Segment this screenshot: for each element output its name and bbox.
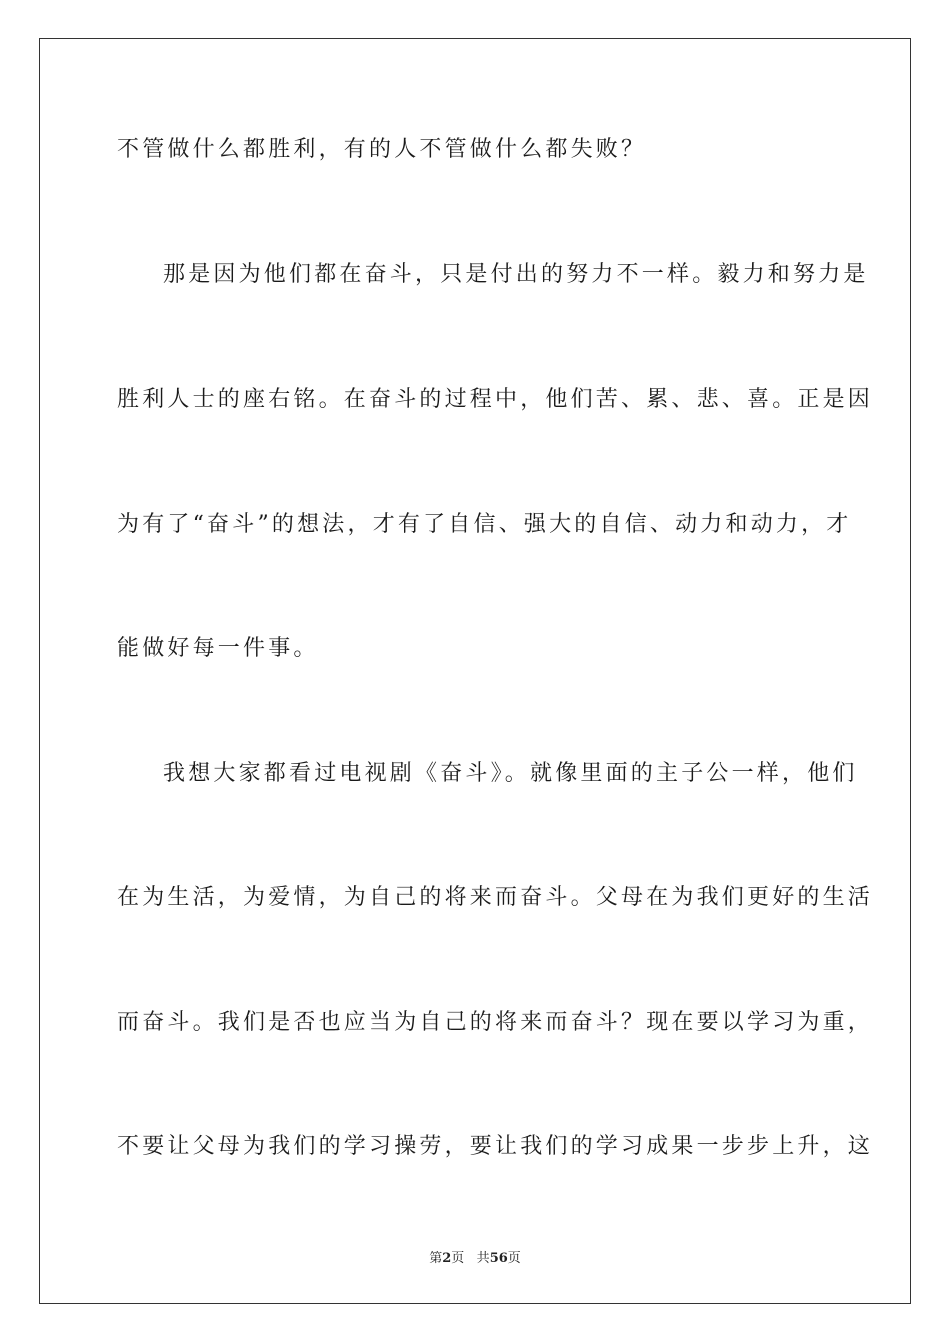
- footer-page-prefix: 第: [429, 1251, 443, 1266]
- text-line-6: 我想大家都看过电视剧《奋斗》。就像里面的主子公一样，他们: [163, 761, 858, 786]
- text-line-5: 能做好每一件事。: [117, 636, 319, 661]
- page-border: [39, 38, 911, 1304]
- text-line-8: 而奋斗。我们是否也应当为自己的将来而奋斗？现在要以学习为重，: [117, 1010, 874, 1035]
- page-footer: [0, 1247, 950, 1266]
- text-line-3: 胜利人士的座右铭。在奋斗的过程中，他们苦、累、悲、喜。正是因: [117, 387, 874, 412]
- footer-page-suffix: 页: [451, 1251, 465, 1266]
- text-line-2: 那是因为他们都在奋斗，只是付出的努力不一样。毅力和努力是: [163, 262, 869, 287]
- text-line-4: 为有了“奋斗”的想法，才有了自信、强大的自信、动力和动力，才: [117, 512, 852, 537]
- text-line-9: 不要让父母为我们的学习操劳，要让我们的学习成果一步步上升，这: [117, 1134, 874, 1159]
- text-line-7: 在为生活，为爱情，为自己的将来而奋斗。父母在为我们更好的生活: [117, 885, 874, 910]
- footer-page-number: 2: [442, 1251, 452, 1266]
- text-line-1: 不管做什么都胜利，有的人不管做什么都失败？: [117, 137, 647, 162]
- footer-total-prefix: 共: [476, 1251, 490, 1266]
- footer-total-pages: 56: [489, 1251, 508, 1266]
- footer-total-suffix: 页: [507, 1251, 521, 1266]
